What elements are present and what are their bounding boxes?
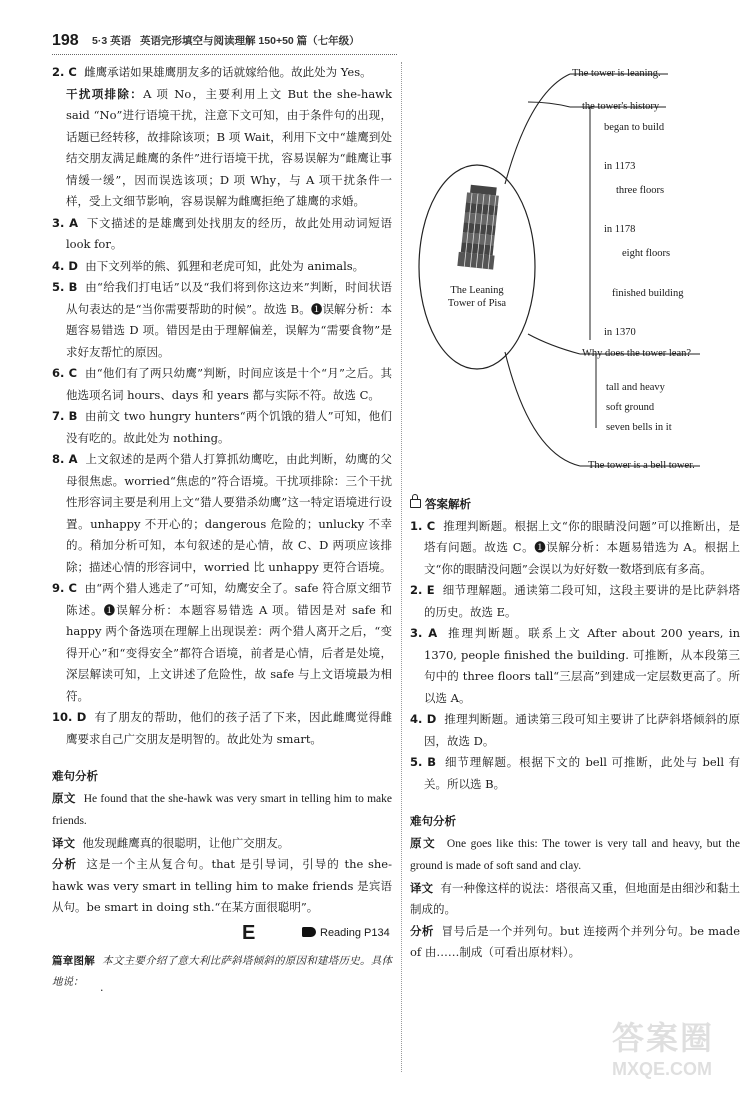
mind-map-node: in 1178: [604, 224, 636, 235]
hard-sentence-title: 难句分析: [52, 769, 98, 783]
answer-item: 1. C 推理判断题。根据上文“你的眼睛没问题”可以推断出，是塔有问题。故选 C。❶误解分析：本题易错选为 A。根据上文“你的眼睛没问题”会误以为好好数一数塔到底有多高。: [410, 518, 741, 576]
mind-map-node: three floors: [616, 185, 665, 196]
passage-overview: 篇章图解 本文主要介绍了意大利比萨斜塔倾斜的原因和建塔历史。具体地说：: [52, 954, 393, 988]
leaning-tower-icon: [457, 184, 501, 269]
mind-map-node: finished building: [612, 288, 684, 299]
hard-sentence-title: 难句分析: [410, 814, 456, 828]
mind-map-node: the tower's history: [582, 101, 660, 112]
mind-map-node: The tower is leaning.: [572, 68, 661, 79]
mind-map-node: began to build: [604, 122, 665, 133]
mind-map-center: The Leaning Tower of Pisa: [447, 285, 507, 309]
page-header: [0, 30, 750, 54]
mind-map-node: in 1370: [604, 327, 636, 338]
answer-item: 6. C 由“他们有了两只幼鹰”判断，时间应该是十个“月”之后。其他选项名词 hours、days 和 years 都与实际不符。故选 C。: [52, 366, 392, 402]
mind-map-node: eight floors: [622, 248, 671, 259]
sentence-analysis: 分析 冒号后是一个并列句。but 连接两个并列分句。be made of 由……制成（可看出原材料）。: [410, 923, 740, 959]
answer-item: 9. C 由“两个猎人逃走了”可知，幼鹰安全了。safe 符合原文细节陈述。❶误解分析：本题容易错选 A 项。错因是对 safe 和 happy 两个备选项在理解上出现误差：两个猎人离开之后，“变得开心”和“变得安全”都符合语境，前者是心情，后者是处境，深层解读可知，上文讲述了危险性，故 safe 与上文语境最为相符。: [52, 581, 392, 703]
answer-item: 5. B 细节理解题。根据下文的 bell 可推断，此处与 bell 有关。所以选 B。: [410, 755, 741, 791]
answer-item: 5. B 由“给我们打电话”以及“我们将到你这边来”判断，时间状语从句表达的是“当你需要帮助的时候”。故选 B。❶误解分析：本题容易错选 D 项。错因是由于理解偏差，误解为“需要食物”是求好友帮忙的原因。: [52, 280, 393, 359]
mind-map-node: seven bells in it: [606, 422, 672, 433]
lock-icon: [410, 499, 421, 508]
sentence-analysis: 分析 这是一个主从复合句。that 是引导词，引导的 the she-hawk was very smart in telling him to make friends 是宾语从句。be smart in doing sth.“在某方面很聪明”。: [52, 857, 392, 914]
answer-item: 10. D 有了朋友的帮助，他们的孩子活了下来，因此雌鹰觉得雌鹰要求自己广交朋友是明智的。故此处为 smart。: [52, 710, 393, 746]
right-column: [410, 494, 740, 964]
reading-reference: Reading P134: [302, 925, 390, 941]
answer-item: 3. A 推理判断题。联系上文 After about 200 years, in 1370, people finished the building. 可推断，从本段第三句中的 three floors tall“三层高”到建成一定层数更高了。所以选 A。: [410, 626, 740, 705]
answer-item: 7. B 由前文 two hungry hunters“两个饥饿的猎人”可知，他们没有吃的。故此处为 nothing。: [52, 409, 393, 445]
answer-item: 2. C 雌鹰承诺如果雄鹰朋友多的话就嫁给他。故此处为 Yes。: [52, 65, 372, 79]
answer-item: 2. E 细节理解题。通读第二段可知，这段主要讲的是比萨斜塔的历史。故选 E。: [410, 583, 740, 619]
header-divider: [52, 54, 397, 55]
pointing-hand-icon: [302, 927, 316, 937]
original-sentence: 原文 He found that the she-hawk was very smart in telling him to make friends.: [52, 790, 393, 827]
mind-map-node: in 1173: [604, 161, 636, 172]
column-divider: [401, 62, 402, 1072]
mind-map-node: The tower is a bell tower.: [588, 460, 695, 471]
answer-item: 4. D 由下文列举的熊、狐狸和老虎可知，此处为 animals。: [52, 258, 365, 273]
section-e-header: [52, 919, 392, 951]
left-column: [52, 62, 392, 994]
mind-map-node: soft ground: [606, 402, 655, 413]
stray-dot: ·: [100, 984, 104, 997]
brand-label: 5·3 英语: [92, 35, 132, 47]
original-sentence: 原文 One goes like this: The tower is very tall and heavy, but the ground is made of soft sand and clay.: [410, 835, 741, 872]
answer-item: 3. A 下文描述的是雄鹰到处找朋友的经历，故此处用动词短语 look for。: [52, 215, 393, 251]
mind-map-node: Why does the tower lean?: [582, 348, 692, 359]
series-title: 英语完形填空与阅读理解 150+50 篇（七年级）: [140, 35, 360, 47]
translation: 译文 他发现雌鹰真的很聪明，让他广交朋友。: [52, 835, 290, 850]
distractor-analysis: 干扰项排除：A 项 No，主要利用上文 But the she-hawk said “No”进行语境干扰，注意下文可知，由于条件句的出现，话题已经转移，故排除该项；B 项 Wait，利用下文中“雄鹰到处结交朋友满足雌鹰的条件”进行语境干扰，容易误解为“雌鹰让事情缓一缓”，因而误选该项；D 项 Why，与 A 项干扰条件一样，受上文细节影响，容易误解为雌鹰拒绝了雄鹰的求婚。: [66, 86, 392, 208]
answer-title: 答案解析: [410, 494, 740, 516]
page-number: 198: [52, 32, 79, 49]
translation: 译文 有一种像这样的说法：塔很高又重，但地面是由细沙和黏土制成的。: [410, 880, 741, 916]
mind-map-node: tall and heavy: [606, 382, 665, 393]
section-letter: E: [242, 921, 256, 944]
answer-item: 4. D 推理判断题。通读第三段可知主要讲了比萨斜塔倾斜的原因，故选 D。: [410, 712, 740, 748]
answer-item: 8. A 上文叙述的是两个猎人打算抓幼鹰吃，由此判断，幼鹰的父母很焦虑。worried“焦虑的”符合语境。干扰项排除：三个干扰性形容词主要是利用上文“猎人要猎杀幼鹰”这一特定语境进行设置。unhappy 不开心的；dangerous 危险的；unlucky 不幸的。稍加分析可知，本句叙述的是心情，故 C、D 两项应该排除；描述心情的形容词中，worried 比 unhappy 更符合语境。: [52, 452, 393, 574]
mind-map: [410, 62, 740, 482]
mind-map-lines: [410, 62, 740, 482]
site-watermark: 答案圈 MXQE.COM: [612, 1019, 715, 1079]
book-series: [92, 33, 366, 49]
